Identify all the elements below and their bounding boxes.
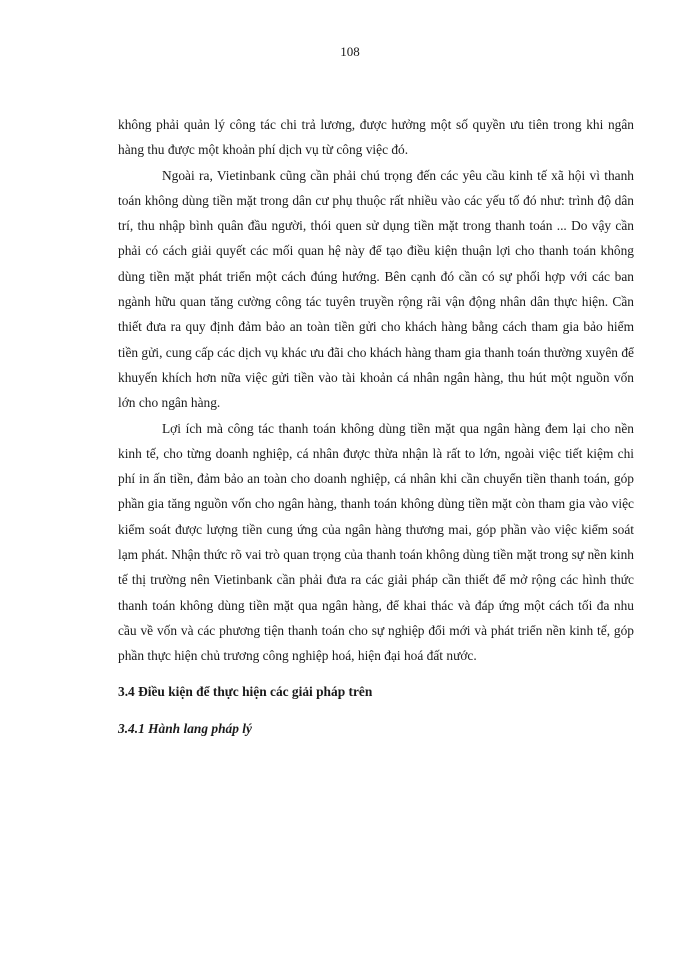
page-number: 108 bbox=[340, 44, 360, 59]
paragraph-continuation: không phải quản lý công tác chi trả lương, được hưởng một số quyền ưu tiên trong khi ngân hàng thu được một khoản phí dịch vụ từ công việc đó. bbox=[118, 117, 634, 158]
paragraph-benefits: Lợi ích mà công tác thanh toán không dùng tiền mặt qua ngân hàng đem lại cho nền kinh tế, cho từng doanh nghiệp, cá nhân được thừa nhận là rất to lớn, ngoài việc tiết kiệm chi phí in ấn tiền, đảm bảo an toàn cho doanh nghiệp, cá nhân khi cần chuyển tiền thanh toán, góp phần gia tăng nguồn vốn cho ngân hàng, thanh toán không dùng tiền mặt còn tham gia vào việc kiểm soát được lượng tiền cung ứng của ngân hàng thương mai, góp phần vào việc kiểm soát lạm phát. Nhận thức rõ vai trò quan trọng của thanh toán không dùng tiền mặt trong sự nền kinh tế thị trường nên Vietinbank cần phải đưa ra các giải pháp cần thiết để mở rộng các hình thức thanh toán không dùng tiền mặt qua ngân hàng, để khai thác và đáp ứng một cách tối đa nhu cầu về vốn và các phương tiện thanh toán cho sự nghiệp đổi mới và phát triển nền kinh tế, góp phần thực hiện chủ trương công nghiệp hoá, hiện đại hoá đất nước. bbox=[118, 420, 634, 664]
section-heading: 3.4 Điều kiện để thực hiện các giải pháp trên bbox=[118, 683, 373, 699]
paragraph-socioeconomic-requirements: Ngoài ra, Vietinbank cũng cần phải chú trọng đến các yêu cầu kinh tế xã hội vì thanh toán không dùng tiền mặt trong dân cư phụ thuộc rất nhiều vào các yếu tố đó như: trình độ dân trí, thu nhập bình quân đầu người, thói quen sử dụng tiền mặt trong thanh toán ... Do vậy cần phải có cách giải quyết các mối quan hệ này để tạo điều kiện thuận lợi cho thanh toán không dùng tiền mặt phát triển một cách đúng hướng. Bên cạnh đó cần có sự phối hợp với các ban ngành hữu quan tăng cường công tác tuyên truyền rộng rãi vận động nhân dân thực hiện. Cần thiết đưa ra quy định đảm bảo an toàn tiền gửi cho khách hàng bằng cách tham gia bảo hiểm tiền gửi, cung cấp các dịch vụ khác ưu đãi cho khách hàng tham gia thanh toán thường xuyên để khuyến khích hơn nữa việc gửi tiền vào tài khoản cá nhân ngân hàng, thu hút một nguồn vốn lớn cho ngân hàng. bbox=[118, 167, 634, 411]
subsection-heading: 3.4.1 Hành lang pháp lý bbox=[118, 720, 252, 736]
page-body bbox=[118, 112, 634, 741]
